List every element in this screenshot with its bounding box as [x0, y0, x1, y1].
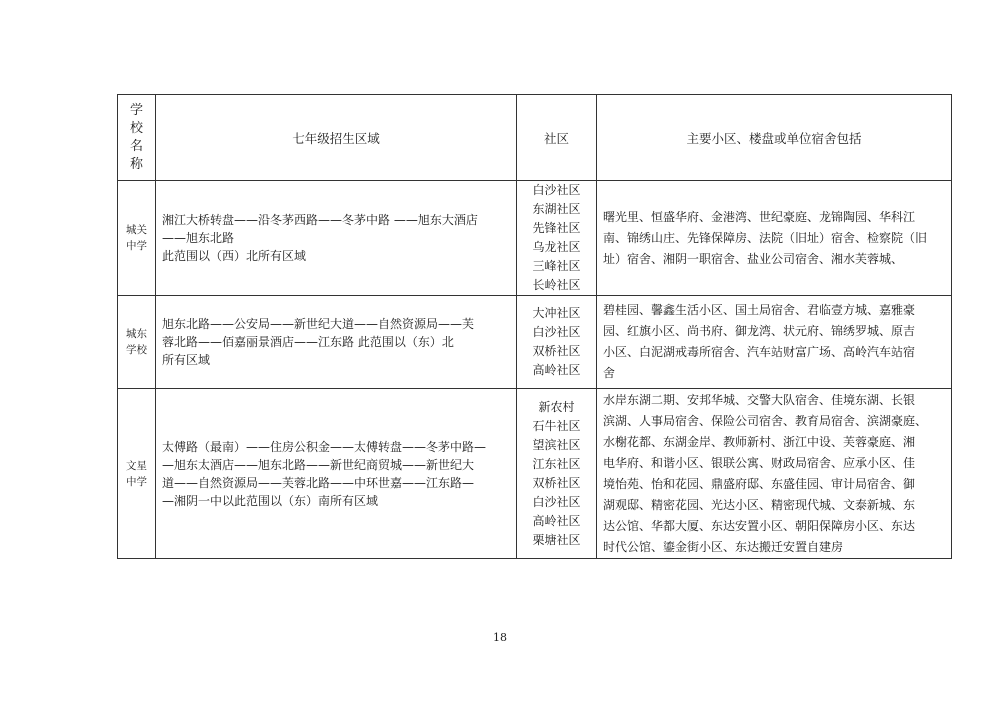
estate-line: 时代公馆、鎏金街小区、东达搬迁安置自建房: [603, 539, 844, 554]
estate-line: 址）宿舍、湘阴一职宿舍、盐业公司宿舍、湘水芙蓉城、: [603, 251, 904, 266]
school-name-line: 城关: [126, 224, 147, 236]
community-item: 乌龙社区: [532, 240, 581, 254]
school-name-line: 中学: [126, 240, 147, 252]
table-row: [118, 181, 952, 296]
community-item: 双桥社区: [532, 344, 581, 358]
area-line: 蓉北路——佰嘉丽景酒店——江东路 此范围以（东）北: [162, 335, 454, 349]
community-item: 高岭社区: [532, 363, 581, 377]
enrollment-area-cell: [156, 389, 517, 559]
enrollment-area-cell: [156, 296, 517, 389]
community-item: 白沙社区: [532, 183, 581, 197]
estate-line: 舍: [603, 366, 616, 380]
estate-line: 滨湖、人事局宿舍、保险公司宿舍、教育局宿舍、滨湖豪庭、: [603, 413, 928, 428]
community-item: 白沙社区: [532, 325, 581, 339]
estates-cell: [597, 296, 952, 389]
estate-line: 园、红旗小区、尚书府、御龙湾、状元府、锦绣罗城、原吉: [603, 324, 916, 338]
community-item: 江东社区: [532, 456, 581, 471]
header-school-char: 名: [129, 138, 143, 154]
community-cell: [517, 296, 597, 389]
header-community: 社区: [517, 95, 597, 181]
community-item: 白沙社区: [532, 494, 581, 509]
header-enrollment-area: 七年级招生区域: [156, 95, 517, 181]
table-header-row: [118, 95, 952, 181]
community-item: 栗塘社区: [532, 532, 581, 547]
estate-line: 碧桂园、馨鑫生活小区、国土局宿舍、君临壹方城、嘉雅豪: [603, 303, 916, 317]
school-name-cell: [118, 296, 156, 389]
community-item: 先锋社区: [532, 221, 581, 235]
estate-line: 曙光里、恒盛华府、金港湾、世纪豪庭、龙锦陶园、华科江: [603, 209, 916, 224]
header-school-name: [118, 95, 156, 181]
area-line: 此范围以（西）北所有区域: [162, 249, 307, 263]
estates-cell: [597, 389, 952, 559]
table-row: [118, 389, 952, 559]
enrollment-zone-table: [117, 94, 952, 559]
estate-line: 水岸东湖二期、安邦华城、交警大队宿舍、佳境东湖、长银: [603, 392, 916, 407]
community-item: 长岭社区: [532, 278, 581, 292]
area-line: —旭东太酒店——旭东北路——新世纪商贸城——新世纪大: [162, 457, 475, 472]
school-name-line: 文星: [126, 459, 147, 472]
area-line: —湘阴一中以此范围以（东）南所有区域: [162, 493, 379, 508]
header-school-char: 校: [129, 120, 143, 136]
estate-line: 湖观邸、精密花园、光达小区、精密现代城、文泰新城、东: [603, 497, 916, 512]
community-cell: [517, 389, 597, 559]
page-number: 18: [493, 631, 507, 644]
school-name-line: 中学: [126, 475, 147, 488]
header-school-char: 称: [129, 156, 143, 172]
community-item: 大冲社区: [532, 306, 581, 320]
area-line: 湘江大桥转盘——沿冬茅西路——冬茅中路 ——旭东大酒店: [162, 213, 478, 227]
community-cell: [517, 181, 597, 296]
estate-line: 达公馆、华都大厦、东达安置小区、朝阳保障房小区、东达: [603, 518, 916, 533]
estate-line: 南、锦绣山庄、先锋保障房、法院（旧址）宿舍、检察院（旧: [603, 230, 928, 245]
area-line: 太傅路（最南）——住房公积金——太傅转盘——冬茅中路—: [162, 439, 487, 454]
area-line: 所有区域: [162, 353, 211, 367]
school-name-cell: [118, 181, 156, 296]
estate-line: 小区、白泥湖戒毒所宿舍、汽车站财富广场、高岭汽车站宿: [603, 345, 916, 359]
community-item: 东湖社区: [532, 202, 581, 216]
area-line: 旭东北路——公安局——新世纪大道——自然资源局——芙: [162, 317, 475, 331]
school-name-line: 城东: [126, 328, 147, 340]
community-item: 双桥社区: [532, 475, 581, 490]
school-name-cell: [118, 389, 156, 559]
community-item: 三峰社区: [532, 259, 581, 273]
area-line: 道——自然资源局——芙蓉北路——中环世嘉——江东路—: [162, 475, 475, 490]
estates-cell: [597, 181, 952, 296]
community-item: 石牛社区: [532, 418, 581, 433]
estate-line: 境怡苑、怡和花园、鼎盛府邸、东盛佳园、审计局宿舍、御: [603, 476, 916, 491]
enrollment-area-cell: [156, 181, 517, 296]
estate-line: 水榭花都、东湖金岸、教师新村、浙江中设、芙蓉豪庭、湘: [603, 434, 916, 449]
community-item: 高岭社区: [532, 513, 581, 528]
estate-line: 电华府、和谐小区、银联公寓、财政局宿舍、应承小区、佳: [603, 455, 916, 470]
school-name-line: 学校: [126, 344, 147, 356]
header-estates: 主要小区、楼盘或单位宿舍包括: [597, 95, 952, 181]
header-school-char: 学: [129, 102, 143, 118]
table-row: [118, 296, 952, 389]
community-item: 新农村: [538, 399, 575, 414]
community-item: 望滨社区: [532, 437, 581, 452]
area-line: ——旭东北路: [162, 231, 235, 245]
